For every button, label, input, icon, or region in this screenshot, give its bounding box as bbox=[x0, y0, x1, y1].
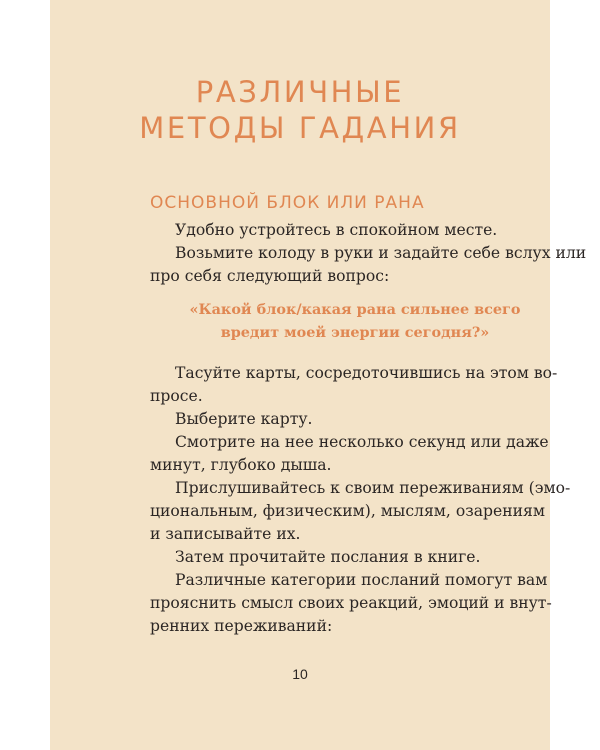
intro-paragraphs bbox=[150, 219, 587, 288]
step-line-3: Выберите карту. bbox=[175, 410, 313, 428]
step-line-4: Смотрите на нее несколько секунд или даже bbox=[175, 433, 549, 451]
chapter-title-line-2: МЕТОДЫ ГАДАНИЯ bbox=[139, 111, 461, 145]
step-line-11: прояснить смысл своих реакций, эмоций и внут- bbox=[150, 594, 552, 612]
intro-line-3: про себя следующий вопрос: bbox=[150, 267, 390, 285]
chapter-title-line-1: РАЗЛИЧНЫЕ bbox=[195, 75, 405, 109]
step-line-1: Тасуйте карты, сосредоточившись на этом во- bbox=[175, 364, 558, 382]
intro-line-1: Удобно устройтесь в спокойном месте. bbox=[175, 221, 498, 239]
quote-line-1: «Какой блок/какая рана сильнее всего bbox=[189, 301, 521, 318]
step-line-5: минут, глубоко дыша. bbox=[150, 456, 332, 474]
step-line-7: циональным, физическим), мыслям, озарениям bbox=[150, 502, 545, 520]
step-line-2: просе. bbox=[150, 387, 203, 405]
book-page bbox=[50, 0, 587, 750]
quote-line-2: вредит моей энергии сегодня?» bbox=[220, 324, 490, 341]
section-heading: ОСНОВНОЙ БЛОК ИЛИ РАНА bbox=[150, 193, 425, 213]
chapter-title bbox=[50, 74, 550, 146]
intro-line-2: Возьмите колоду в руки и задайте себе вслух или bbox=[175, 244, 587, 262]
step-line-9: Затем прочитайте послания в книге. bbox=[175, 548, 481, 566]
step-line-12: ренних переживаний: bbox=[150, 617, 333, 635]
step-line-10: Различные категории посланий помогут вам bbox=[175, 571, 548, 589]
step-line-6: Прислушивайтесь к своим переживаниям (эмо- bbox=[175, 479, 571, 497]
question-quote bbox=[150, 298, 560, 344]
page-number: 10 bbox=[292, 666, 308, 682]
instruction-paragraphs bbox=[150, 362, 571, 638]
step-line-8: и записывайте их. bbox=[150, 525, 301, 543]
